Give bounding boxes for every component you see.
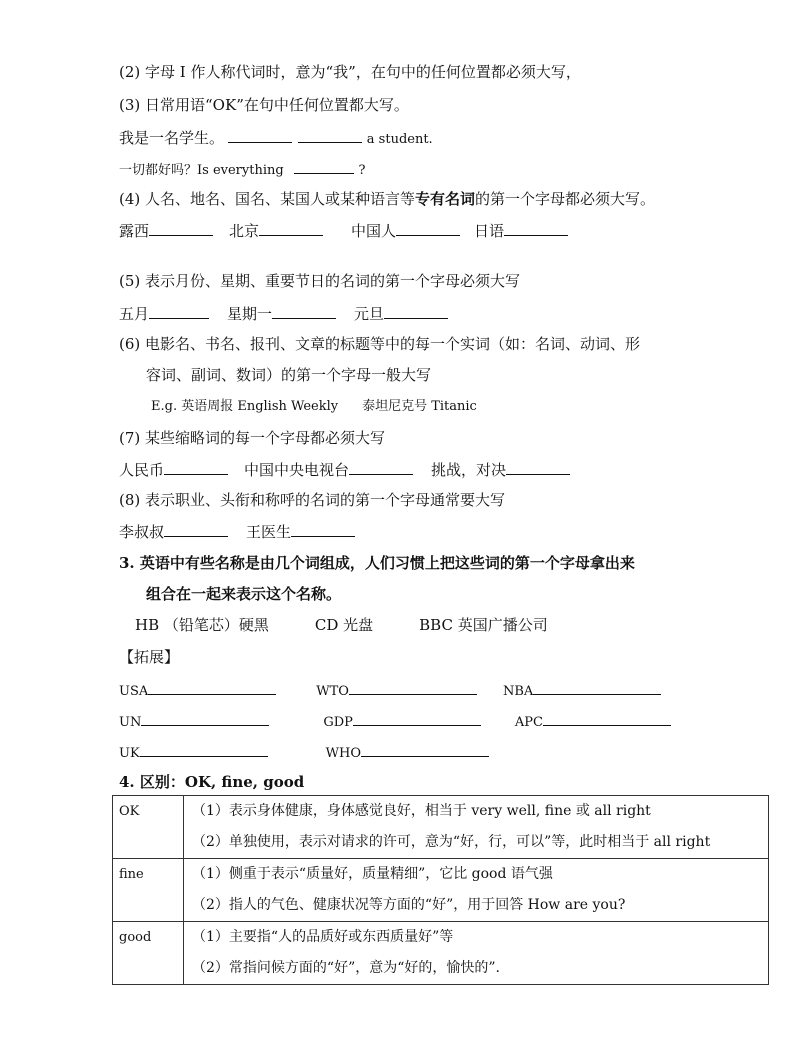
answer-blank[interactable]: [361, 741, 489, 757]
rule-4-post: 的第一个字母都必须大写。: [475, 190, 656, 208]
answer-blank[interactable]: [384, 303, 448, 319]
extension-item: USA: [119, 684, 149, 699]
table-key-cell: good: [113, 922, 184, 985]
rule-5: (5) 表示月份、星期、重要节日的名词的第一个字母必须大写: [119, 272, 521, 290]
table-desc-line: （1）表示身体健康，身体感觉良好，相当于 very well, fine 或 all right: [192, 803, 651, 819]
table-key-cell: fine: [113, 859, 184, 922]
answer-blank[interactable]: [149, 303, 209, 319]
section-3-line2: 组合在一起来表示这个名称。: [146, 585, 342, 603]
example-3b-text: 一切都好吗？Is everything: [119, 163, 284, 178]
rule-4: [119, 189, 655, 209]
example-3a-english: a student.: [366, 132, 433, 147]
example-4-item: 露西: [119, 222, 150, 240]
table-row: [113, 859, 769, 922]
extension-row-3: [119, 741, 489, 764]
extension-item: GDP: [323, 715, 353, 730]
answer-blank[interactable]: [294, 158, 354, 174]
example-8: [119, 521, 355, 542]
table-desc-cell: [184, 922, 769, 985]
example-4-item: 北京: [229, 222, 260, 240]
extension-row-2: [119, 710, 671, 733]
answer-blank[interactable]: [141, 710, 269, 726]
table-row: [113, 922, 769, 985]
section-3-line1: 3. 英语中有些名称是由几个词组成，人们习惯上把这些词的第一个字母拿出来: [119, 554, 635, 572]
example-4: [119, 220, 568, 241]
answer-blank[interactable]: [298, 127, 362, 143]
example-5-item: 星期一: [227, 305, 273, 323]
answer-blank[interactable]: [353, 710, 481, 726]
comparison-table: [112, 795, 769, 985]
answer-blank[interactable]: [349, 679, 477, 695]
rule-8: (8) 表示职业、头衔和称呼的名词的第一个字母通常要大写: [119, 491, 506, 509]
example-3b-end: ?: [358, 163, 366, 178]
answer-blank[interactable]: [228, 127, 292, 143]
extension-item: UK: [119, 746, 140, 761]
table-desc-line: （2）单独使用，表示对请求的许可，意为“好，行，可以”等，此时相当于 all right: [192, 834, 711, 850]
answer-blank[interactable]: [291, 521, 355, 537]
answer-blank[interactable]: [272, 303, 336, 319]
answer-blank[interactable]: [164, 521, 228, 537]
answer-blank[interactable]: [506, 459, 570, 475]
answer-blank[interactable]: [149, 220, 213, 236]
answer-blank[interactable]: [396, 220, 460, 236]
example-3a: [119, 127, 433, 150]
example-7-item: 挑战，对决: [431, 461, 507, 479]
extension-item: APC: [514, 715, 543, 730]
answer-blank[interactable]: [259, 220, 323, 236]
rule-7: (7) 某些缩略词的每一个字母都必须大写: [119, 429, 386, 447]
rule-6-example-1: E.g. 英语周报 English Weekly: [151, 399, 339, 414]
table-desc-line: （2）常指问候方面的“好”，意为“好的，愉快的”.: [192, 960, 500, 976]
example-4-item: 中国人: [351, 222, 397, 240]
example-4-item: 日语: [474, 222, 505, 240]
section-4-title: 4. 区别：OK, fine, good: [119, 773, 305, 791]
example-3b: [119, 158, 365, 181]
example-5: [119, 303, 448, 324]
answer-blank[interactable]: [164, 459, 228, 475]
answer-blank[interactable]: [543, 710, 671, 726]
answer-blank[interactable]: [140, 741, 268, 757]
extension-item: NBA: [502, 684, 534, 699]
rule-4-pre: (4) 人名、地名、国名、某国人或某种语言等: [119, 190, 416, 208]
example-8-item: 李叔叔: [119, 523, 165, 541]
table-desc-cell: [184, 796, 769, 859]
rule-6-example-2: 泰坦尼克号 Titanic: [362, 399, 477, 414]
table-desc-line: （2）指人的气色、健康状况等方面的“好”，用于回答 How are you?: [192, 897, 626, 913]
extension-row-1: [119, 679, 661, 702]
abbreviation-example: BBC 英国广播公司: [419, 616, 548, 634]
answer-blank[interactable]: [349, 459, 413, 475]
section-3-examples: [135, 615, 548, 635]
example-7: [119, 459, 570, 480]
answer-blank[interactable]: [533, 679, 661, 695]
table-desc-line: （1）侧重于表示“质量好，质量精细”，它比 good 语气强: [192, 866, 553, 882]
table-desc-cell: [184, 859, 769, 922]
extension-item: WHO: [325, 746, 362, 761]
table-key-cell: OK: [113, 796, 184, 859]
rule-6-example: [151, 397, 477, 417]
abbreviation-example: CD 光盘: [314, 616, 374, 634]
answer-blank[interactable]: [148, 679, 276, 695]
answer-blank[interactable]: [504, 220, 568, 236]
table-row: [113, 796, 769, 859]
example-3a-chinese: 我是一名学生。: [119, 129, 225, 147]
example-8-item: 王医生: [246, 523, 292, 541]
rule-6-line1: (6) 电影名、书名、报刊、文章的标题等中的每一个实词（如：名词、动词、形: [119, 335, 641, 353]
example-5-item: 五月: [119, 305, 150, 323]
rule-3: (3) 日常用语“OK”在句中任何位置都大写。: [119, 96, 409, 114]
extension-title: 【拓展】: [119, 648, 180, 666]
example-7-item: 中国中央电视台: [244, 461, 350, 479]
rule-2: (2) 字母 I 作人称代词时，意为“我”，在句中的任何位置都必须大写，: [119, 63, 581, 81]
example-5-item: 元旦: [354, 305, 385, 323]
example-7-item: 人民币: [119, 461, 165, 479]
abbreviation-example: HB （铅笔芯）硬黑: [135, 616, 269, 634]
rule-6-line2: 容词、副词、数词）的第一个字母一般大写: [146, 366, 432, 384]
extension-item: UN: [119, 715, 142, 730]
rule-4-bold: 专有名词: [415, 190, 476, 208]
extension-item: WTO: [316, 684, 349, 699]
table-desc-line: （1）主要指“人的品质好或东西质量好”等: [192, 929, 454, 945]
